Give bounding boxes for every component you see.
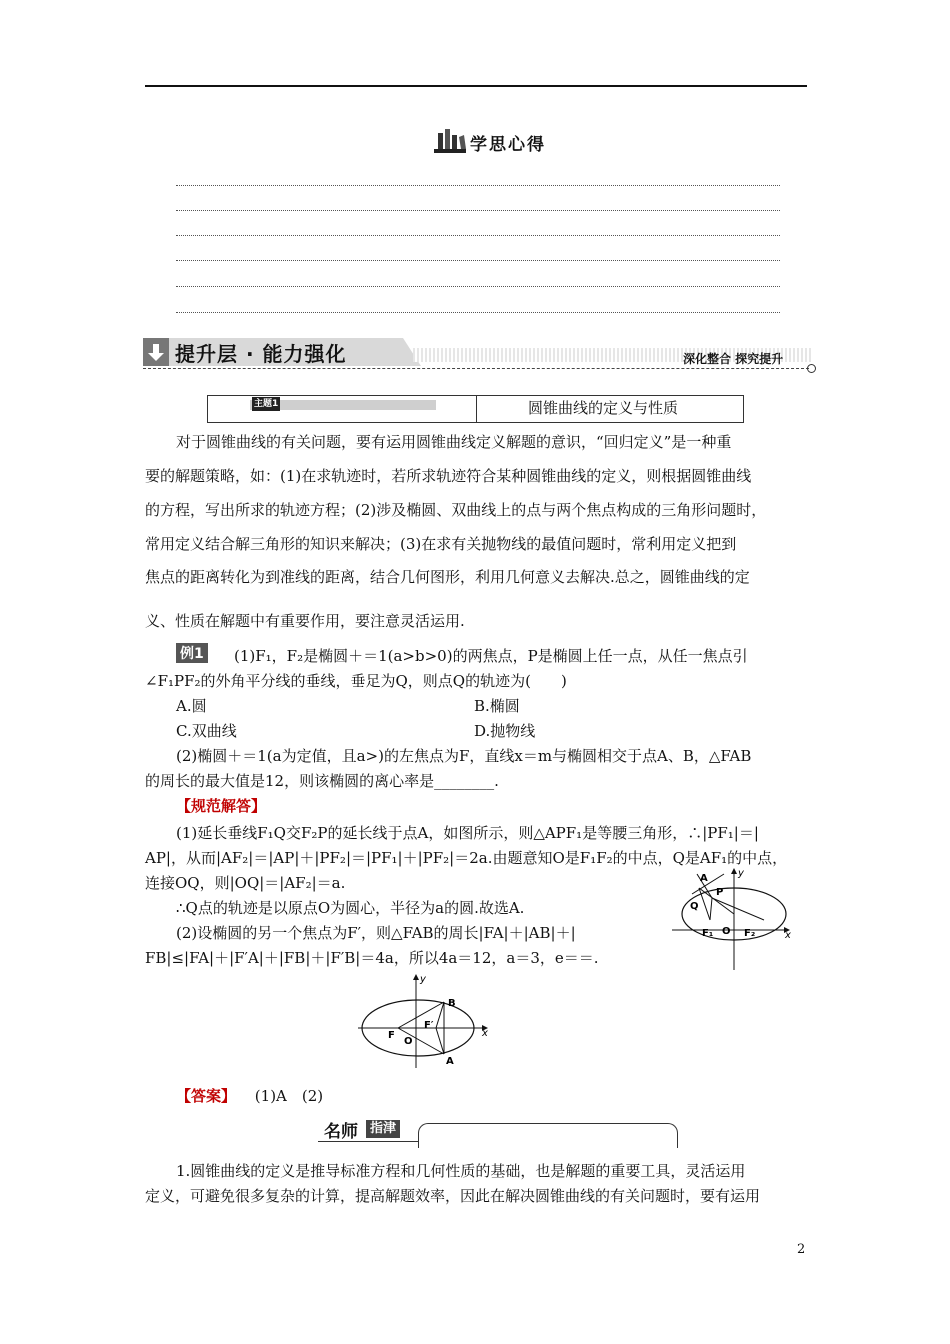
page-number: 2: [797, 1242, 806, 1257]
option-d: D.抛物线: [474, 722, 536, 740]
fig1-label-x: x: [785, 930, 791, 941]
intro-line: 常用定义结合解三角形的知识来解决；(3)在求有关抛物线的最值问题时，常利用定义把到: [145, 535, 737, 553]
tip-line: 1.圆锥曲线的定义是推导标准方程和几何性质的基础，也是解题的重要工具，灵活运用: [176, 1162, 746, 1180]
fig2-label-o: O: [404, 1036, 413, 1047]
intro-line: 焦点的距离转化为到准线的距离，结合几何图形，利用几何意义去解决.总之，圆锥曲线的定: [145, 568, 750, 586]
solution-line: FB|≤|FA|＋|F′A|＋|FB|＋|F′B|＝4a，所以4a＝12，a＝3，e＝＝.: [145, 949, 599, 967]
banner-title: 提升层 · 能力强化: [175, 342, 347, 366]
section-title: 学思心得: [470, 135, 546, 155]
fig2-label-a: A: [446, 1056, 454, 1067]
tip-line: 定义，可避免很多复杂的计算，提高解题效率，因此在解决圆锥曲线的有关问题时，要有运用: [145, 1187, 761, 1205]
fig1-label-a: A: [700, 873, 708, 884]
banner-subtitle: 深化整合 探究提升: [683, 352, 784, 366]
solution-line: ∴Q点的轨迹是以原点O为圆心，半径为a的圆.故选A.: [176, 899, 525, 917]
solution-line: AP|，从而|AF₂|＝|AP|＋|PF₂|＝|PF₁|＋|PF₂|＝2a.由题意知O是F₁F₂的中点，Q是AF₁的中点，: [145, 849, 788, 867]
option-b: B.椭圆: [474, 697, 520, 715]
fig2-label-b: B: [448, 998, 456, 1009]
solution-heading: 【规范解答】: [176, 797, 267, 815]
answer-row: [176, 1085, 323, 1107]
answer-label: 【答案】: [176, 1087, 237, 1105]
option-c: C.双曲线: [176, 722, 237, 740]
writing-line: [176, 286, 780, 287]
option-a: A.圆: [176, 697, 207, 715]
fig1-label-f1: F₁: [702, 928, 714, 939]
tip-tab-frame: [418, 1123, 678, 1148]
figure-ellipse-2: [358, 972, 493, 1072]
topic-title: 圆锥曲线的定义与性质: [528, 399, 679, 417]
tip-underline-left: [318, 1141, 418, 1142]
banner-end-dot: [807, 364, 816, 373]
example-q1-line: (1)F₁，F₂是椭圆＋＝1(a>b>0)的两焦点，P是椭圆上任一点，从任一焦点引: [234, 647, 748, 665]
example-q2-line: 的周长的最大值是12，则该椭圆的离心率是________.: [145, 772, 499, 790]
example-q2-line: (2)椭圆＋＝1(a为定值，且a>)的左焦点为F，直线x＝m与椭圆相交于点A、B，△FAB: [176, 747, 752, 765]
example-q1-line: ∠F₁PF₂的外角平分线的垂线，垂足为Q，则点Q的轨迹为( ): [145, 672, 567, 690]
writing-line: [176, 210, 780, 211]
solution-line: (1)延长垂线F₁Q交F₂P的延长线于点A，如图所示，则△APF₁是等腰三角形，∴|PF₁|＝|: [176, 824, 759, 842]
tip-header: [318, 1115, 678, 1151]
intro-line: 的方程，写出所求的轨迹方程；(2)涉及椭圆、双曲线上的点与两个焦点构成的三角形问题时，: [145, 501, 767, 519]
writing-line: [176, 185, 780, 186]
fig2-label-y: y: [420, 974, 426, 985]
books-icon: [432, 127, 468, 155]
fig1-label-p: P: [716, 887, 724, 898]
writing-line: [176, 235, 780, 236]
fig1-label-q: Q: [690, 901, 699, 912]
writing-line: [176, 260, 780, 261]
example-badge: 例1: [176, 643, 208, 663]
top-rule: [145, 85, 807, 87]
banner-underline: [143, 368, 809, 369]
tip-title: 名师: [324, 1122, 358, 1142]
topic-box: [207, 395, 744, 423]
solution-line: 连接OQ，则|OQ|＝|AF₂|＝a.: [145, 874, 346, 892]
answer-text: (1)A (2): [254, 1087, 324, 1105]
fig2-label-fp: F′: [424, 1020, 434, 1031]
section-banner: [143, 334, 815, 372]
topic-divider: [476, 396, 477, 422]
topic-badge: 主题1: [254, 399, 279, 409]
fig1-label-y: y: [738, 868, 744, 879]
solution-line: (2)设椭圆的另一个焦点为F′，则△FAB的周长|FA|＋|AB|＋|: [176, 924, 576, 942]
intro-line: 要的解题策略，如：(1)在求轨迹时，若所求轨迹符合某种圆锥曲线的定义，则根据圆锥曲线: [145, 467, 752, 485]
section-header: [432, 127, 552, 157]
fig1-label-f2: F₂: [744, 928, 756, 939]
fig2-label-x: x: [482, 1028, 488, 1039]
down-arrow-icon: [147, 344, 165, 362]
fig2-label-f: F: [388, 1030, 395, 1041]
fig1-label-o: O: [722, 926, 731, 937]
tip-badge: 指津: [366, 1120, 400, 1138]
figure-ellipse-1: [672, 862, 797, 972]
intro-line: 对于圆锥曲线的有关问题，要有运用圆锥曲线定义解题的意识，“回归定义”是一种重: [176, 433, 732, 451]
intro-line: 义、性质在解题中有重要作用，要注意灵活运用.: [145, 612, 465, 630]
writing-line: [176, 312, 780, 313]
